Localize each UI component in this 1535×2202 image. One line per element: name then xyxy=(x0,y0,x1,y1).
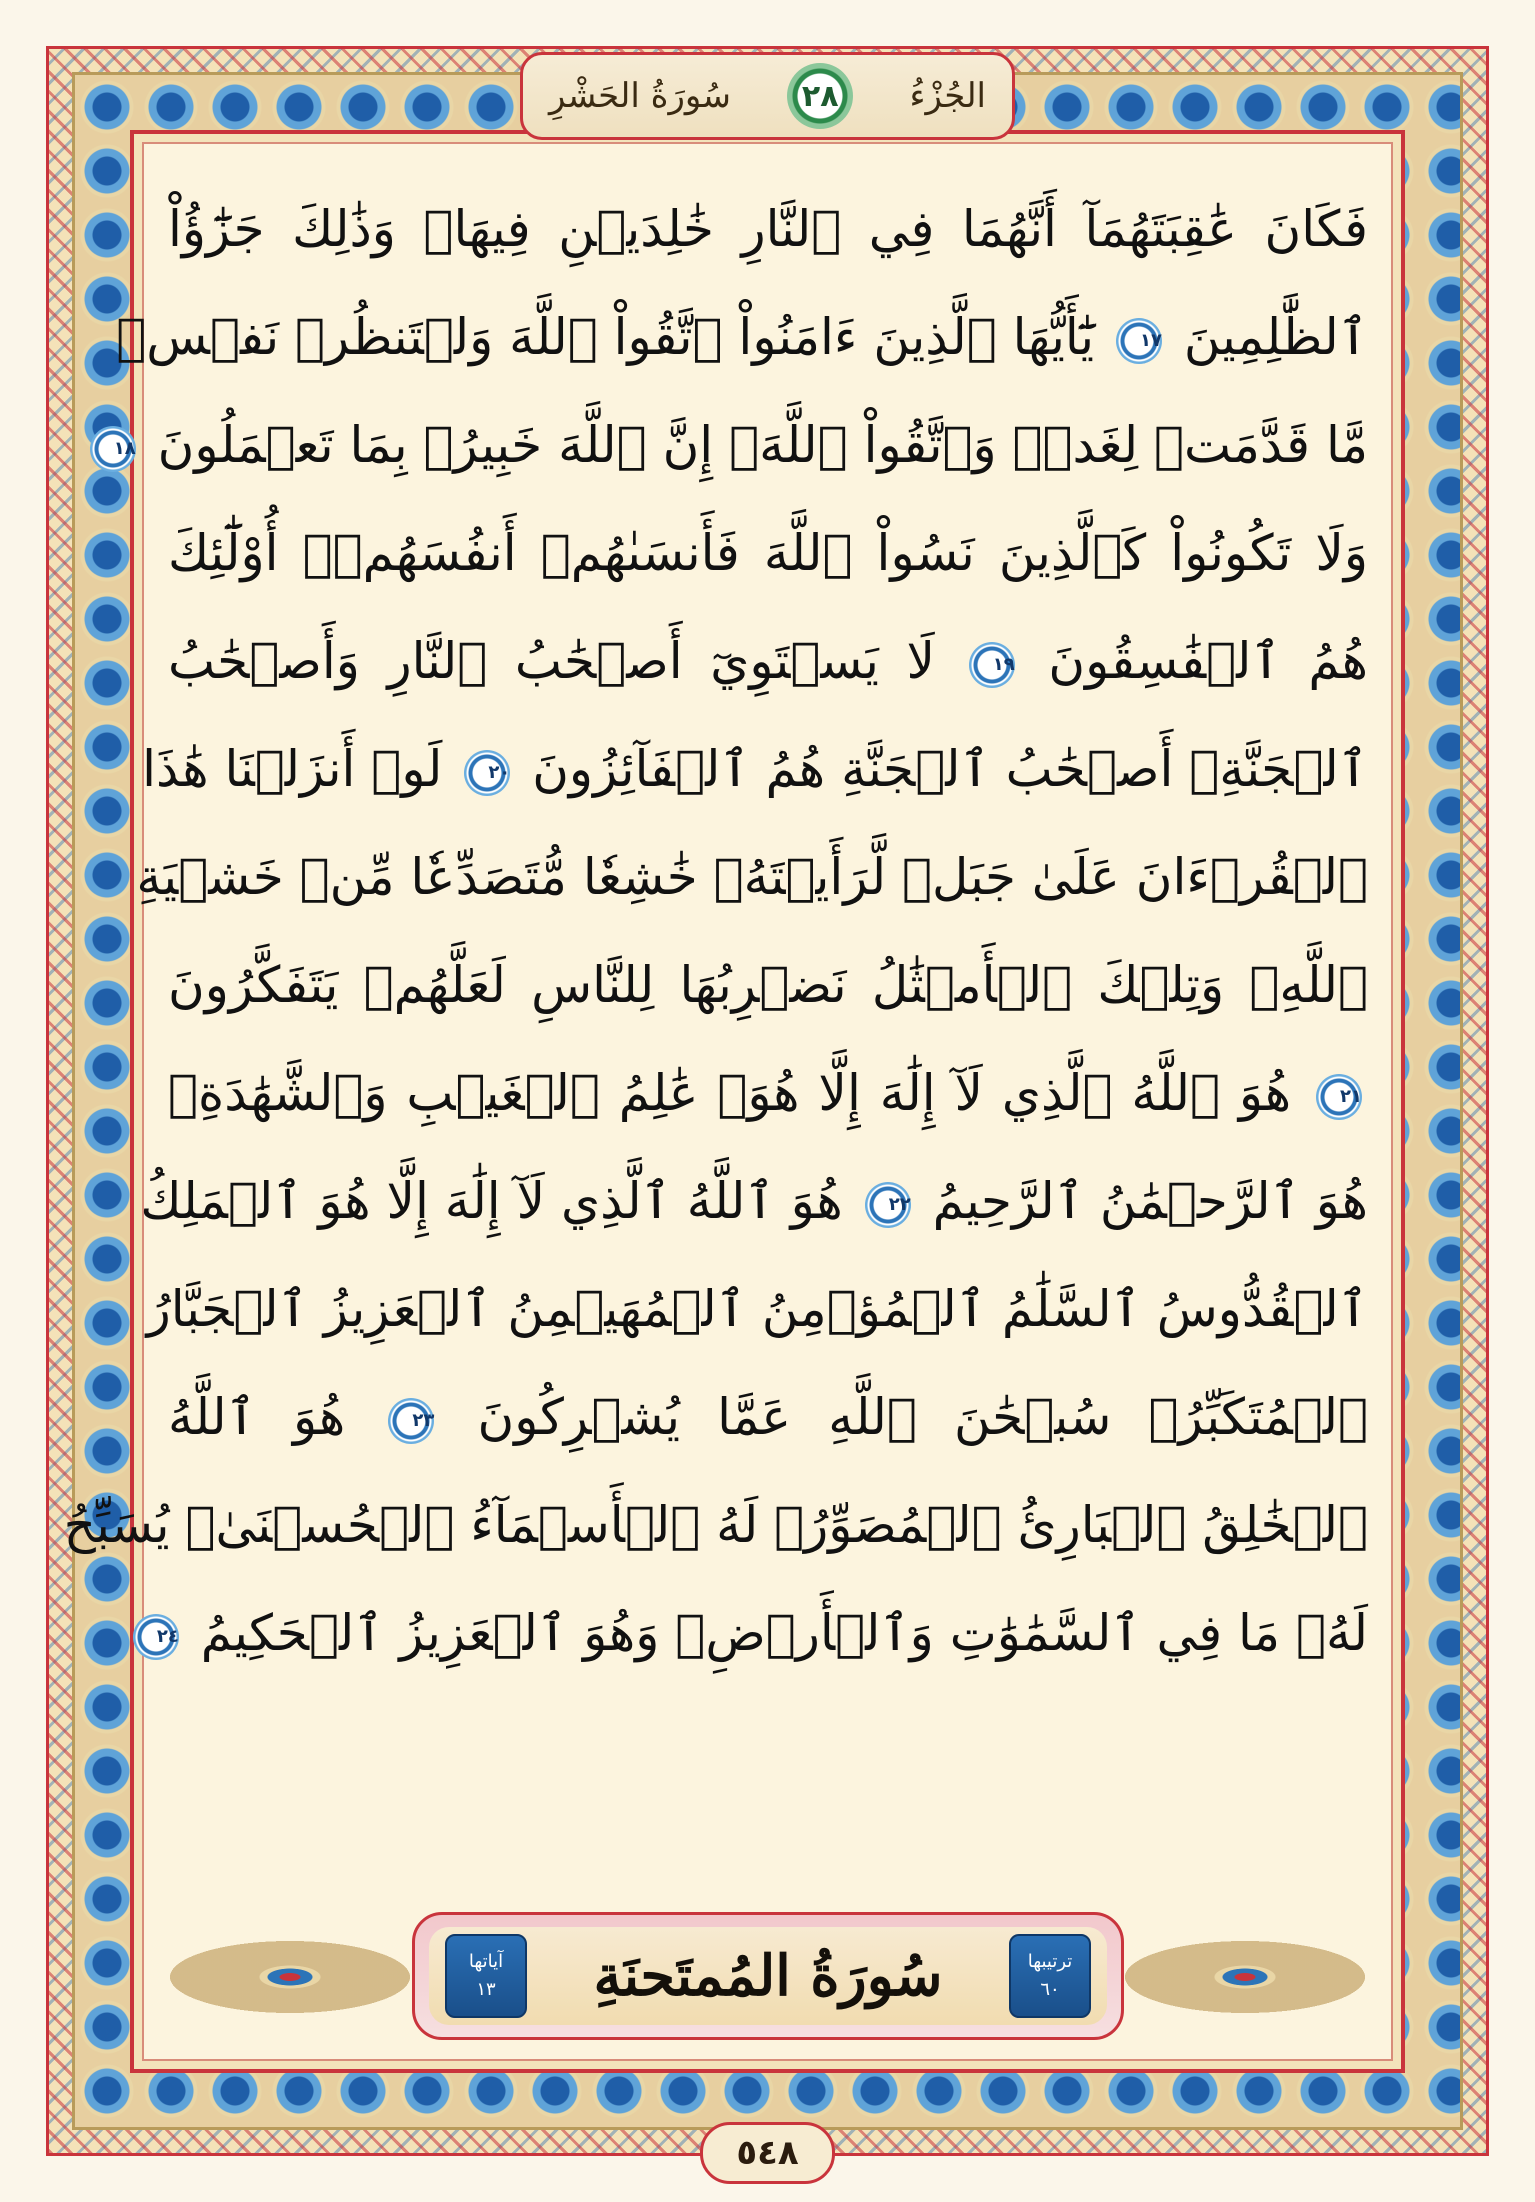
verse-line xyxy=(168,931,1368,1039)
verse-text: ٱلۡخَٰلِقُ ٱلۡبَارِئُ ٱلۡمُصَوِّرُۖ لَهُ ٱلۡأَسۡمَآءُ ٱلۡحُسۡنَىٰۚ يُسَبِّحُ xyxy=(63,1496,1368,1554)
verse-text: هُوَ ٱللَّهُ xyxy=(168,1388,346,1446)
verse-line xyxy=(168,175,1368,283)
verse-text: لَا يَسۡتَوِيٓ أَصۡحَٰبُ ٱلنَّارِ وَأَصۡحَٰبُ xyxy=(168,632,936,690)
juz-label: الجُزْءُ xyxy=(909,76,986,116)
verse-text: هُوَ ٱلرَّحۡمَٰنُ ٱلرَّحِيمُ xyxy=(932,1172,1368,1230)
verse-text: ٱلۡقُدُّوسُ ٱلسَّلَٰمُ ٱلۡمُؤۡمِنُ ٱلۡمُهَيۡمِنُ ٱلۡعَزِيزُ ٱلۡجَبَّارُ xyxy=(146,1280,1368,1338)
surah-order-box xyxy=(1009,1934,1091,2018)
verse-line xyxy=(113,391,1368,499)
ayah-number-marker: ١٩ xyxy=(969,642,1015,688)
verse-text: مَّا قَدَّمَتۡ لِغَدٖۖ وَٱتَّقُواْ ٱللَّهَۚ إِنَّ ٱللَّهَ خَبِيرُۢ بِمَا تَعۡمَلُونَ xyxy=(157,416,1368,474)
next-surah-title: سُورَةُ المُمتَحنَةِ xyxy=(593,1943,943,2009)
ayah-number-marker: ٢٢ xyxy=(865,1182,911,1228)
verse-line xyxy=(168,1039,1368,1147)
verse-text: ٱللَّهِۚ وَتِلۡكَ ٱلۡأَمۡثَٰلُ نَضۡرِبُهَا لِلنَّاسِ لَعَلَّهُمۡ يَتَفَكَّرُونَ xyxy=(168,956,1368,1014)
verse-line xyxy=(142,715,1368,823)
banner-ornament-left xyxy=(170,1932,410,2022)
verse-line xyxy=(140,1147,1368,1255)
verse-line xyxy=(168,499,1368,607)
surah-name-header: سُورَةُ الحَشْرِ xyxy=(549,76,731,116)
verse-text: لَهُۥ مَا فِي ٱلسَّمَٰوَٰتِ وَٱلۡأَرۡضِۖ وَهُوَ ٱلۡعَزِيزُ ٱلۡحَكِيمُ xyxy=(200,1604,1368,1662)
ayah-number-marker: ١٨ xyxy=(90,426,136,472)
verse-line xyxy=(156,1579,1368,1687)
surah-order-value: ٦٠ xyxy=(1040,1979,1060,2000)
juz-number-badge: ٢٨ xyxy=(787,63,853,129)
verse-text: ٱلظَّٰلِمِينَ xyxy=(1183,308,1368,366)
verse-text: فَكَانَ عَٰقِبَتَهُمَآ أَنَّهُمَا فِي ٱلنَّارِ خَٰلِدَيۡنِ فِيهَاۚ وَذَٰلِكَ جَزَٰٓؤُاْ xyxy=(168,200,1368,258)
next-surah-banner-inner xyxy=(429,1927,1107,2025)
surah-order-label: ترتيبها xyxy=(1027,1951,1073,1972)
verse-line xyxy=(146,1255,1368,1363)
ayah-number-marker: ١٧ xyxy=(1116,318,1162,364)
ayah-number-marker: ٢١ xyxy=(1316,1074,1362,1120)
verse-text: ٱلۡمُتَكَبِّرُۚ سُبۡحَٰنَ ٱللَّهِ عَمَّا يُشۡرِكُونَ xyxy=(477,1388,1369,1446)
verse-text: هُمُ ٱلۡفَٰسِقُونَ xyxy=(1048,632,1368,690)
verse-line xyxy=(136,823,1368,931)
verse-text: يَٰٓأَيُّهَا ٱلَّذِينَ ءَامَنُواْ ٱتَّقُواْ ٱللَّهَ وَلۡتَنظُرۡ نَفۡسٞ xyxy=(116,308,1095,366)
surah-ayat-label: آياتها xyxy=(468,1951,504,1972)
page-number: ٥٤٨ xyxy=(700,2122,835,2184)
verse-text: ٱلۡجَنَّةِۚ أَصۡحَٰبُ ٱلۡجَنَّةِ هُمُ ٱلۡفَآئِزُونَ xyxy=(532,740,1368,798)
next-surah-banner xyxy=(412,1912,1124,2040)
verse-text: هُوَ ٱللَّهُ ٱلَّذِي لَآ إِلَٰهَ إِلَّا هُوَۖ عَٰلِمُ ٱلۡغَيۡبِ وَٱلشَّهَٰدَةِۖ xyxy=(168,1064,1292,1122)
ayah-number-marker: ٢٠ xyxy=(464,750,510,796)
page-header xyxy=(520,52,1015,140)
ayah-number-marker: ٢٤ xyxy=(133,1614,179,1660)
verse-line xyxy=(168,607,1368,715)
verse-line xyxy=(63,1471,1368,1579)
verse-line xyxy=(168,1363,1368,1471)
surah-ayat-value: ١٣ xyxy=(476,1979,496,2000)
verse-lines xyxy=(63,175,1369,1687)
surah-ayat-box xyxy=(445,1934,527,2018)
ayah-number-marker: ٢٣ xyxy=(388,1398,434,1444)
banner-ornament-right xyxy=(1125,1932,1365,2022)
verse-text: ٱلۡقُرۡءَانَ عَلَىٰ جَبَلٖ لَّرَأَيۡتَهُۥ خَٰشِعٗا مُّتَصَدِّعٗا مِّنۡ خَشۡيَةِ xyxy=(136,848,1368,906)
verse-text: لَوۡ أَنزَلۡنَا هَٰذَا xyxy=(142,740,443,798)
verse-line xyxy=(116,283,1368,391)
verse-text: هُوَ ٱللَّهُ ٱلَّذِي لَآ إِلَٰهَ إِلَّا هُوَ ٱلۡمَلِكُ xyxy=(140,1172,843,1230)
verse-text: وَلَا تَكُونُواْ كَٱلَّذِينَ نَسُواْ ٱللَّهَ فَأَنسَىٰهُمۡ أَنفُسَهُمۡۚ أُوْلَٰٓئِكَ xyxy=(168,524,1368,582)
